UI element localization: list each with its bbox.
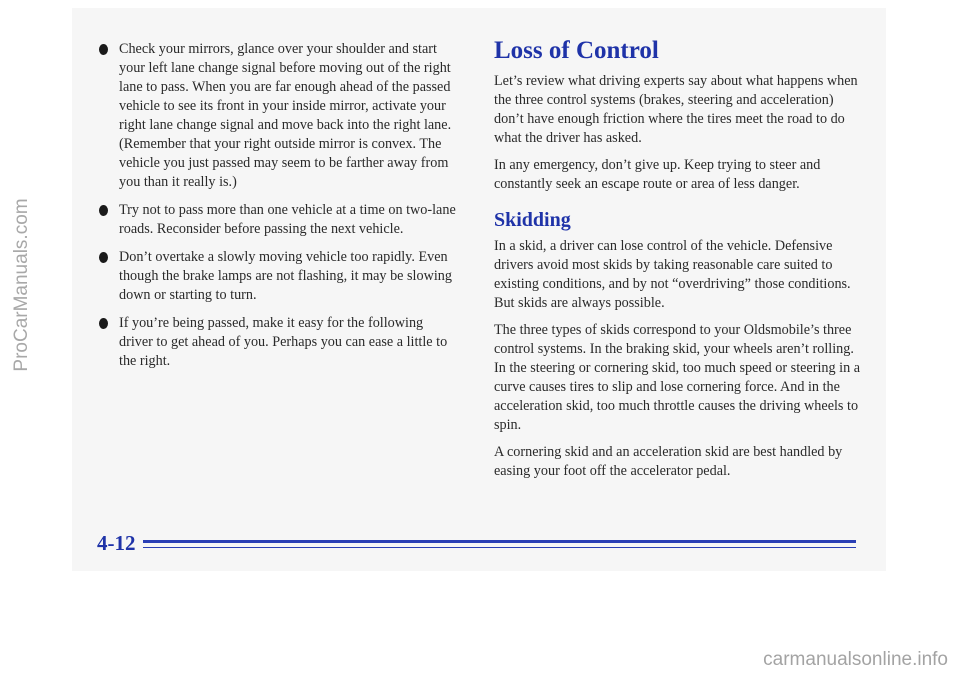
bullet-icon xyxy=(99,252,108,263)
bullet-icon xyxy=(99,205,108,216)
paragraph: In a skid, a driver can lose control of the vehicle. Defensive drivers avoid most skids by taking reasonable care suited to existing conditions, and by not “overdriving” those conditions. But skids are always possible. xyxy=(494,238,851,311)
section-subheading: Skidding xyxy=(494,209,571,231)
bullet-item xyxy=(119,248,459,305)
footer-rule xyxy=(143,540,856,543)
footer-rule-thin xyxy=(143,547,856,548)
bullet-icon xyxy=(99,44,108,55)
side-watermark xyxy=(8,170,36,400)
bullet-text: If you’re being passed, make it easy for the following driver to get ahead of you. Perhaps you can ease a little to the right. xyxy=(119,315,448,369)
left-column xyxy=(119,40,459,380)
bullet-item xyxy=(119,40,459,192)
bottom-watermark: carmanualsonline.info xyxy=(763,649,948,670)
side-watermark-text: ProCarManuals.com xyxy=(11,198,32,372)
paragraph: In any emergency, don’t give up. Keep trying to steer and constantly seek an escape route or area of less danger. xyxy=(494,157,821,192)
right-column xyxy=(494,36,864,489)
paragraph: Let’s review what driving experts say about what happens when the three control systems (brakes, steering and acceleration) don’t have enough friction where the tires meet the road to do what the driver has asked. xyxy=(494,73,858,146)
bullet-text: Don’t overtake a slowly moving vehicle too rapidly. Even though the brake lamps are not flashing, it may be slowing down or starting to turn. xyxy=(119,249,452,303)
paragraph: The three types of skids correspond to your Oldsmobile’s three control systems. In the braking skid, your wheels aren’t rolling. In the steering or cornering skid, too much speed or steering in a curve causes tires to slip and lose cornering force. And in the acceleration skid, too much throttle causes the driving wheels to spin. xyxy=(494,322,861,433)
page-number: 4-12 xyxy=(97,531,136,555)
paragraph: A cornering skid and an acceleration skid are best handled by easing your foot off the accelerator pedal. xyxy=(494,444,843,479)
section-heading: Loss of Control xyxy=(494,37,659,64)
bullet-text: Try not to pass more than one vehicle at a time on two-lane roads. Reconsider before passing the next vehicle. xyxy=(119,202,456,237)
bullet-icon xyxy=(99,318,108,329)
bullet-item xyxy=(119,314,459,371)
bullet-item xyxy=(119,201,459,239)
bullet-text: Check your mirrors, glance over your shoulder and start your left lane change signal before moving out of the right lane to pass. When you are far enough ahead of the passed vehicle to see its front in your inside mirror, activate your right lane change signal and move back into the right lane. (Remember that your right outside mirror is convex. The vehicle you just passed may seem to be farther away from you than it really is.) xyxy=(119,41,452,190)
